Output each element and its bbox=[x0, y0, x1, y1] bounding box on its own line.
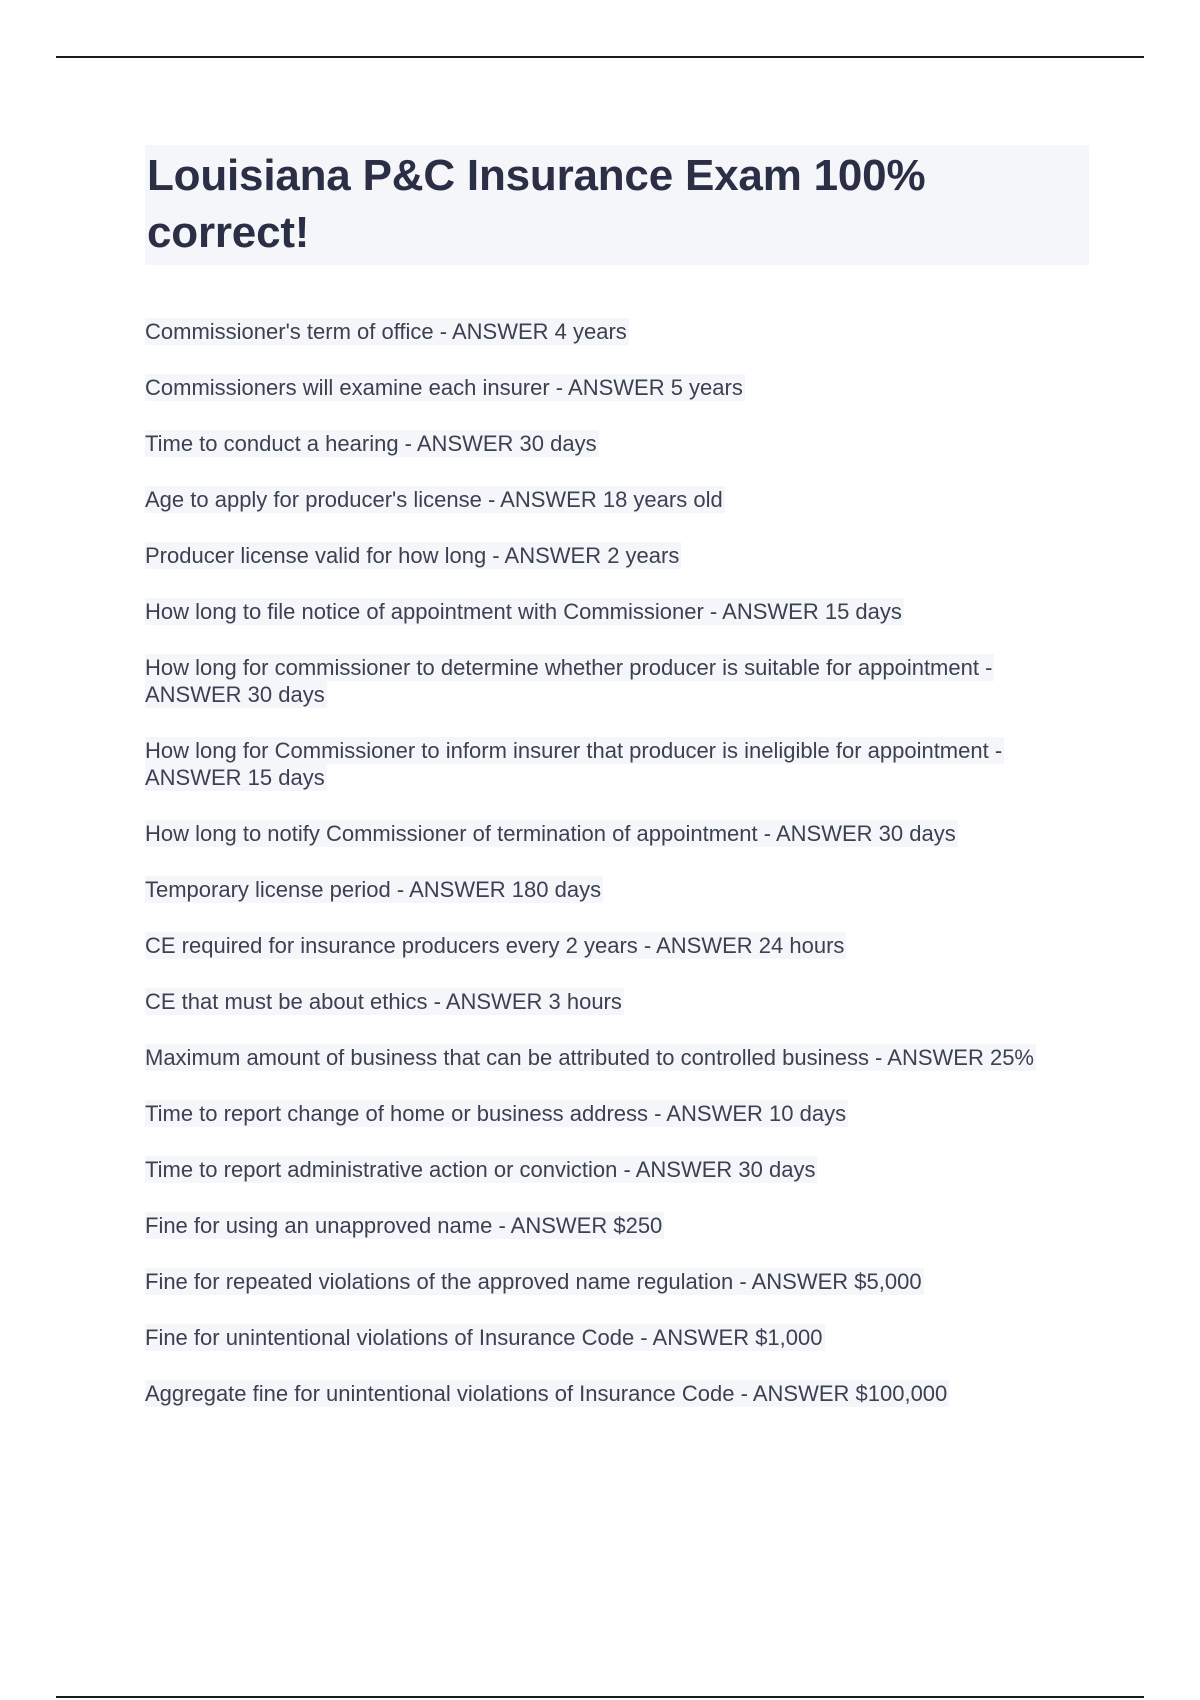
qa-item bbox=[145, 737, 1089, 791]
qa-item-text: How long for commissioner to determine whether producer is suitable for appointment - ANSWER 30 days bbox=[145, 655, 993, 707]
qa-item-text: Time to conduct a hearing - ANSWER 30 days bbox=[145, 431, 597, 456]
qa-item bbox=[145, 1212, 1089, 1239]
qa-item bbox=[145, 1380, 1089, 1407]
qa-item-text: Commissioners will examine each insurer - ANSWER 5 years bbox=[145, 375, 743, 400]
qa-item-text: Commissioner's term of office - ANSWER 4 years bbox=[145, 319, 627, 344]
qa-item-text: Fine for unintentional violations of Insurance Code - ANSWER $1,000 bbox=[145, 1325, 823, 1350]
qa-item bbox=[145, 430, 1089, 457]
qa-item-text: Maximum amount of business that can be attributed to controlled business - ANSWER 25% bbox=[145, 1045, 1034, 1070]
qa-item-text: Fine for repeated violations of the approved name regulation - ANSWER $5,000 bbox=[145, 1269, 922, 1294]
qa-item bbox=[145, 486, 1089, 513]
qa-item-text: Time to report administrative action or conviction - ANSWER 30 days bbox=[145, 1157, 816, 1182]
qa-item bbox=[145, 1324, 1089, 1351]
qa-item bbox=[145, 374, 1089, 401]
qa-item-text: CE that must be about ethics - ANSWER 3 hours bbox=[145, 989, 622, 1014]
qa-item-text: How long to notify Commissioner of termination of appointment - ANSWER 30 days bbox=[145, 821, 956, 846]
qa-item-text: Aggregate fine for unintentional violations of Insurance Code - ANSWER $100,000 bbox=[145, 1381, 948, 1406]
qa-item-text: Age to apply for producer's license - ANSWER 18 years old bbox=[145, 487, 723, 512]
bottom-rule bbox=[56, 1696, 1144, 1698]
qa-item bbox=[145, 1044, 1089, 1071]
qa-item-text: CE required for insurance producers every 2 years - ANSWER 24 hours bbox=[145, 933, 845, 958]
qa-item-text: Time to report change of home or business address - ANSWER 10 days bbox=[145, 1101, 847, 1126]
document-title: Louisiana P&C Insurance Exam 100% correct! bbox=[147, 151, 926, 257]
qa-item bbox=[145, 598, 1089, 625]
top-rule bbox=[56, 56, 1144, 58]
qa-item bbox=[145, 932, 1089, 959]
qa-item-text: Temporary license period - ANSWER 180 days bbox=[145, 877, 602, 902]
qa-item-text: Producer license valid for how long - ANSWER 2 years bbox=[145, 543, 680, 568]
qa-item bbox=[145, 1156, 1089, 1183]
qa-item bbox=[145, 654, 1089, 708]
qa-item bbox=[145, 876, 1089, 903]
document-body bbox=[145, 145, 1089, 1436]
qa-item-text: How long to file notice of appointment with Commissioner - ANSWER 15 days bbox=[145, 599, 902, 624]
qa-item bbox=[145, 1100, 1089, 1127]
qa-item bbox=[145, 542, 1089, 569]
qa-list bbox=[145, 318, 1089, 1407]
qa-item bbox=[145, 820, 1089, 847]
qa-item bbox=[145, 318, 1089, 345]
qa-item bbox=[145, 1268, 1089, 1295]
qa-item-text: How long for Commissioner to inform insurer that producer is ineligible for appointment - ANSWER 15 days bbox=[145, 738, 1003, 790]
qa-item bbox=[145, 988, 1089, 1015]
title-box bbox=[145, 145, 1089, 265]
qa-item-text: Fine for using an unapproved name - ANSWER $250 bbox=[145, 1213, 663, 1238]
